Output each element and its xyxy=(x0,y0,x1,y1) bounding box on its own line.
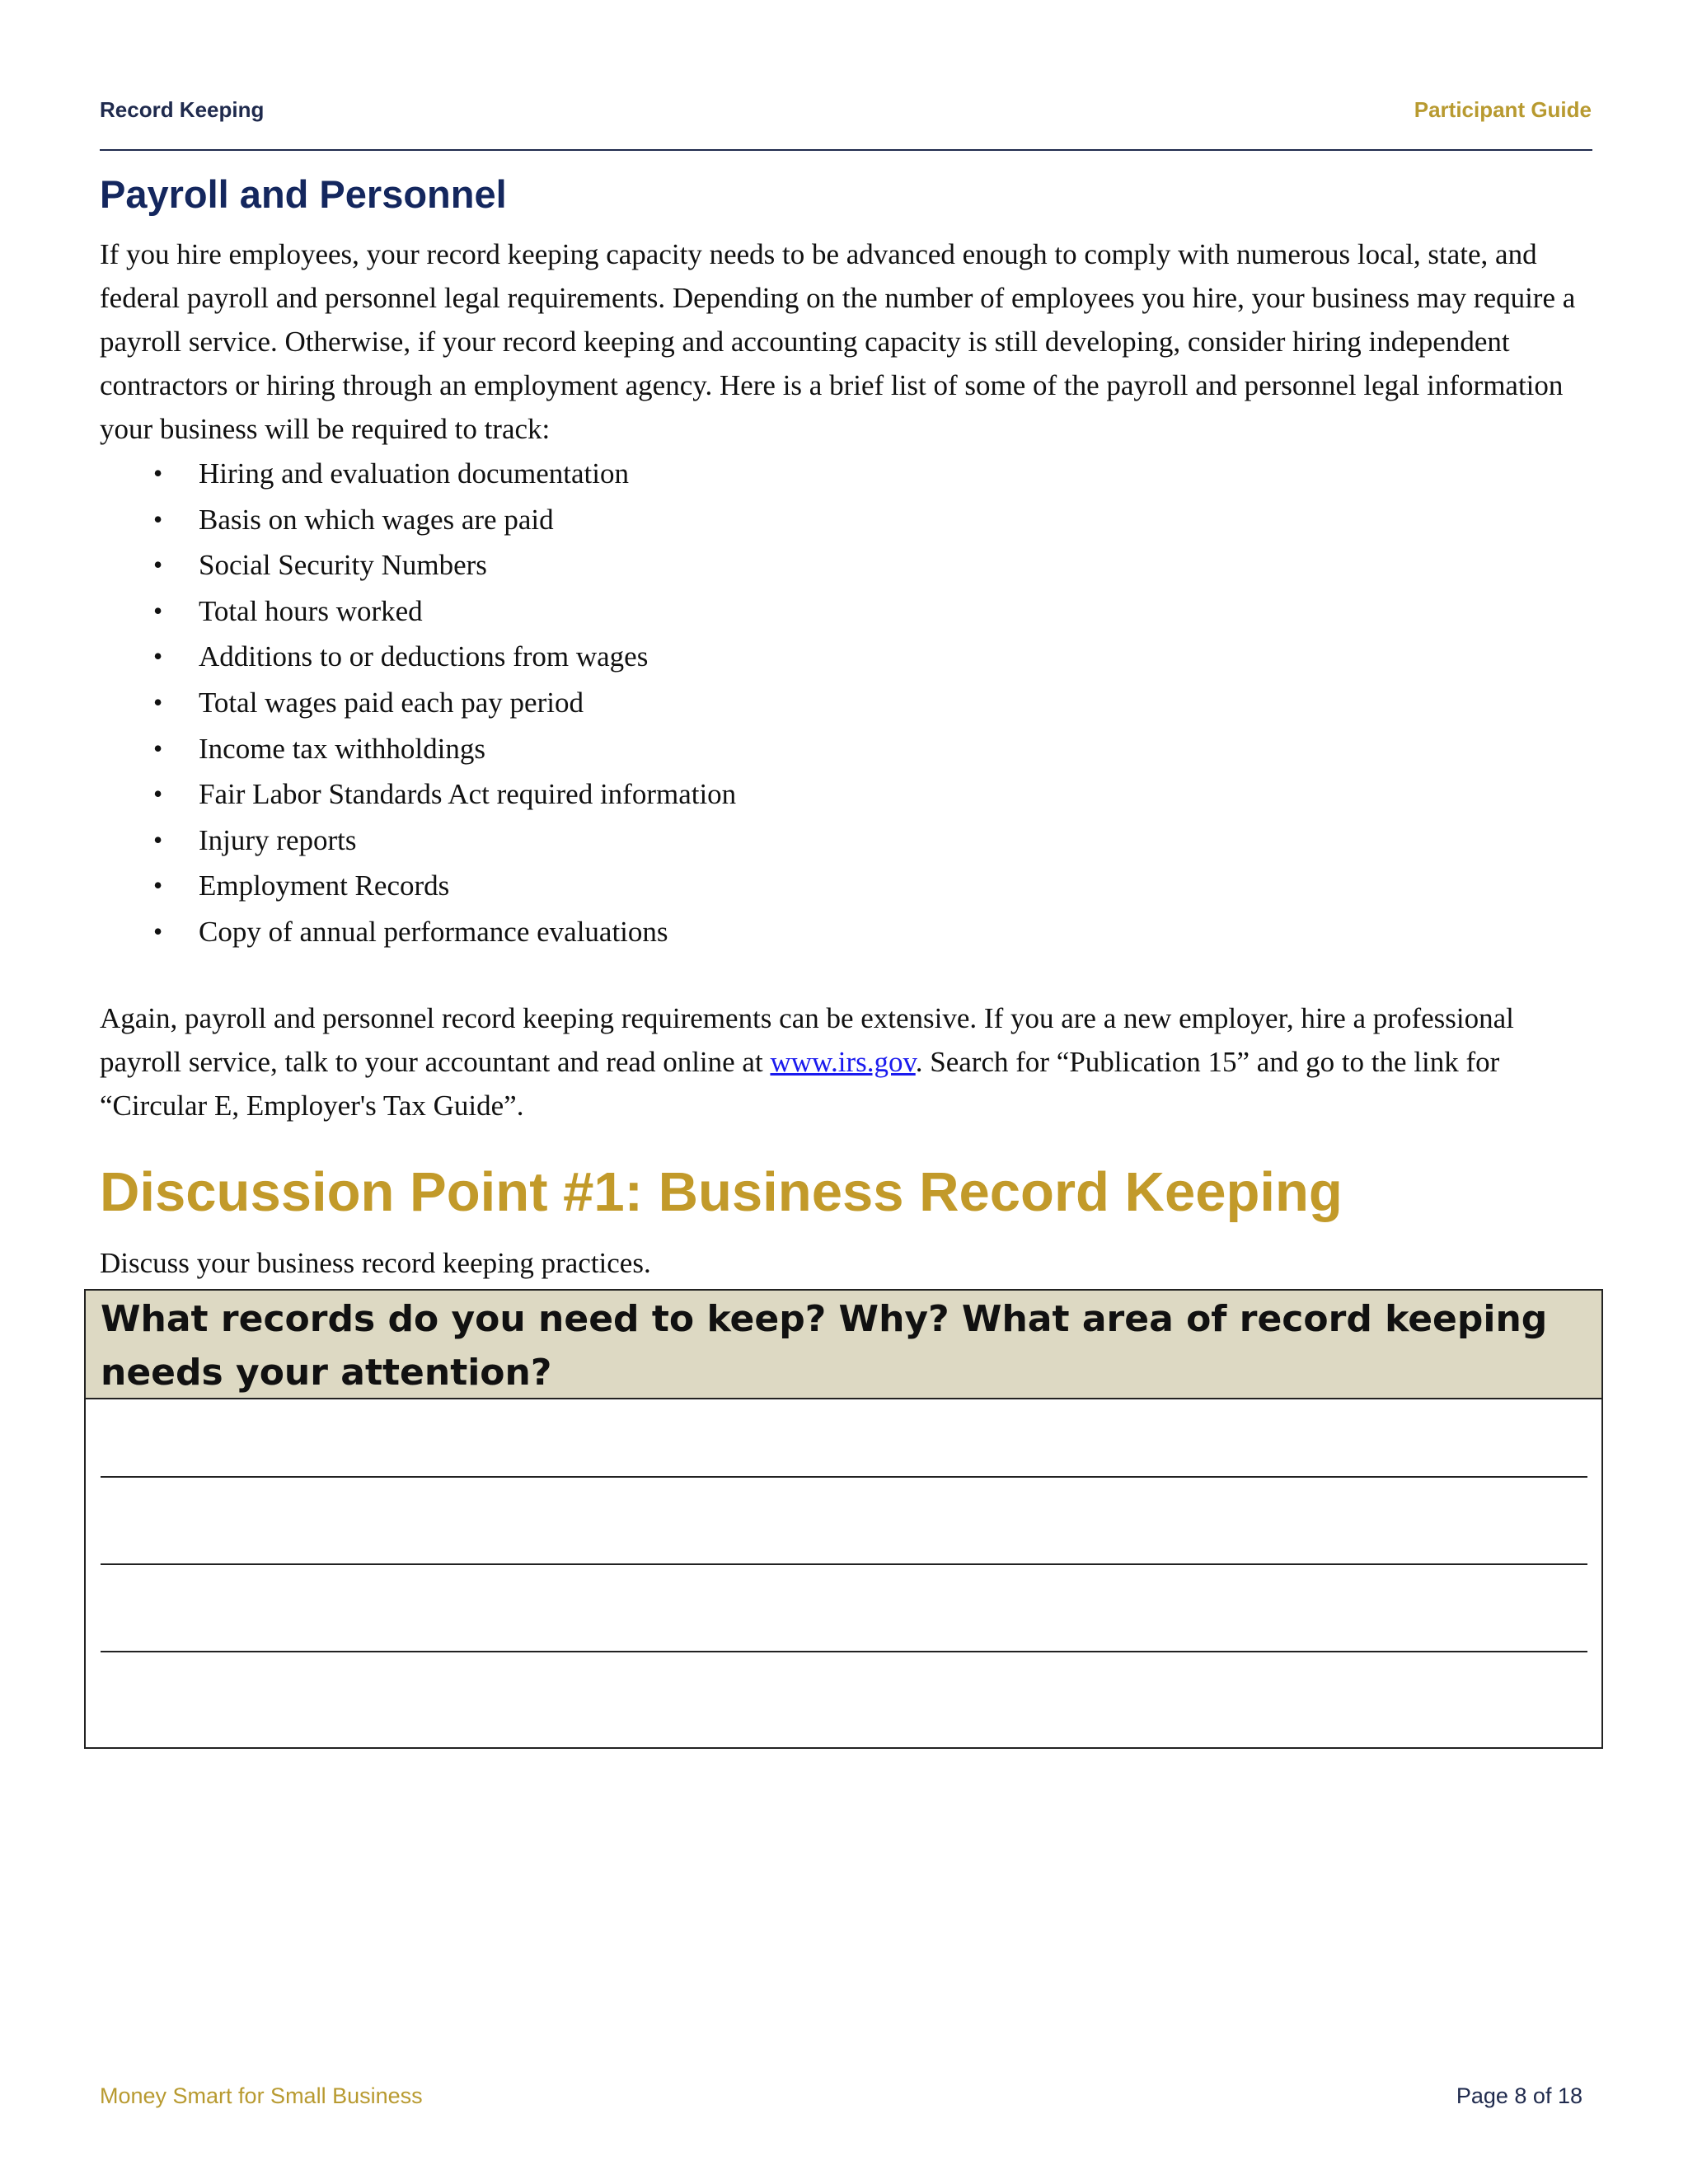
outro-paragraph xyxy=(100,996,1596,1127)
bullet-icon: • xyxy=(153,458,163,488)
list-item-text: Additions to or deductions from wages xyxy=(199,640,649,673)
bullet-icon: • xyxy=(153,824,163,855)
question-header xyxy=(86,1291,1601,1399)
outro-text-end: . Search for “Publication 15” and go to the link for “Circular E, Employer's Tax Guide”. xyxy=(100,1046,1500,1122)
irs-link[interactable]: www.irs.gov xyxy=(770,1046,916,1078)
answer-line[interactable] xyxy=(101,1476,1587,1478)
bullet-icon: • xyxy=(153,870,163,901)
list-item-text: Total wages paid each pay period xyxy=(199,686,584,719)
list-item xyxy=(100,542,736,588)
question-text: What records do you need to keep? Why? What area of record keeping needs your attention? xyxy=(101,1298,1548,1394)
section-title: Payroll and Personnel xyxy=(100,172,507,216)
list-item xyxy=(100,771,736,818)
bullet-icon: • xyxy=(153,595,163,626)
header-divider xyxy=(100,149,1592,151)
header-section-name: Record Keeping xyxy=(100,97,265,122)
list-item-text: Social Security Numbers xyxy=(199,549,487,582)
list-item-text: Basis on which wages are paid xyxy=(199,503,554,536)
list-item xyxy=(100,909,736,955)
outro-text-start: Again, payroll and personnel record keeping requirements can be extensive. If you are a new employer, hire a professional payroll service, talk to your accountant and read online at xyxy=(100,1002,1514,1078)
list-item xyxy=(100,726,736,772)
list-item-text: Income tax withholdings xyxy=(199,732,486,765)
list-item xyxy=(100,451,736,497)
bullet-icon: • xyxy=(153,779,163,809)
footer-page-number: Page 8 of 18 xyxy=(1456,2083,1582,2108)
page-header xyxy=(100,97,1592,130)
list-item-text: Injury reports xyxy=(199,823,357,856)
list-item xyxy=(100,863,736,909)
intro-paragraph: If you hire employees, your record keeping capacity needs to be advanced enough to comply with numerous local, state, and federal payroll and personnel legal requirements. Depending on the number of employees you hire, your business may require a payroll service. Otherwise, if your record keeping and accounting capacity is still developing, consider hiring independent contractors or hiring through an employment agency. Here is a brief list of some of the payroll and personnel legal information your business will be required to track: xyxy=(100,238,1576,445)
bullet-icon: • xyxy=(153,504,163,534)
footer-course-name: Money Smart for Small Business xyxy=(100,2083,423,2108)
list-item xyxy=(100,634,736,680)
answer-box xyxy=(84,1289,1603,1749)
list-item xyxy=(100,497,736,543)
bullet-icon: • xyxy=(153,687,163,717)
list-item xyxy=(100,818,736,864)
list-item-text: Copy of annual performance evaluations xyxy=(199,915,668,948)
list-item-text: Fair Labor Standards Act required information xyxy=(199,778,737,811)
bullet-icon: • xyxy=(153,733,163,763)
list-item-text: Employment Records xyxy=(199,869,450,902)
discussion-subtitle: Discuss your business record keeping practices. xyxy=(100,1247,651,1279)
answer-line[interactable] xyxy=(101,1563,1587,1565)
list-item-text: Total hours worked xyxy=(199,594,423,627)
list-item xyxy=(100,680,736,726)
bullet-icon: • xyxy=(153,550,163,580)
answer-line[interactable] xyxy=(101,1651,1587,1652)
discussion-title: Discussion Point #1: Business Record Keeping xyxy=(100,1161,1343,1223)
bullet-icon: • xyxy=(153,641,163,672)
requirements-list xyxy=(100,451,736,955)
list-item xyxy=(100,588,736,635)
bullet-icon: • xyxy=(153,916,163,946)
header-guide-name: Participant Guide xyxy=(1414,97,1592,122)
list-item-text: Hiring and evaluation documentation xyxy=(199,457,629,490)
